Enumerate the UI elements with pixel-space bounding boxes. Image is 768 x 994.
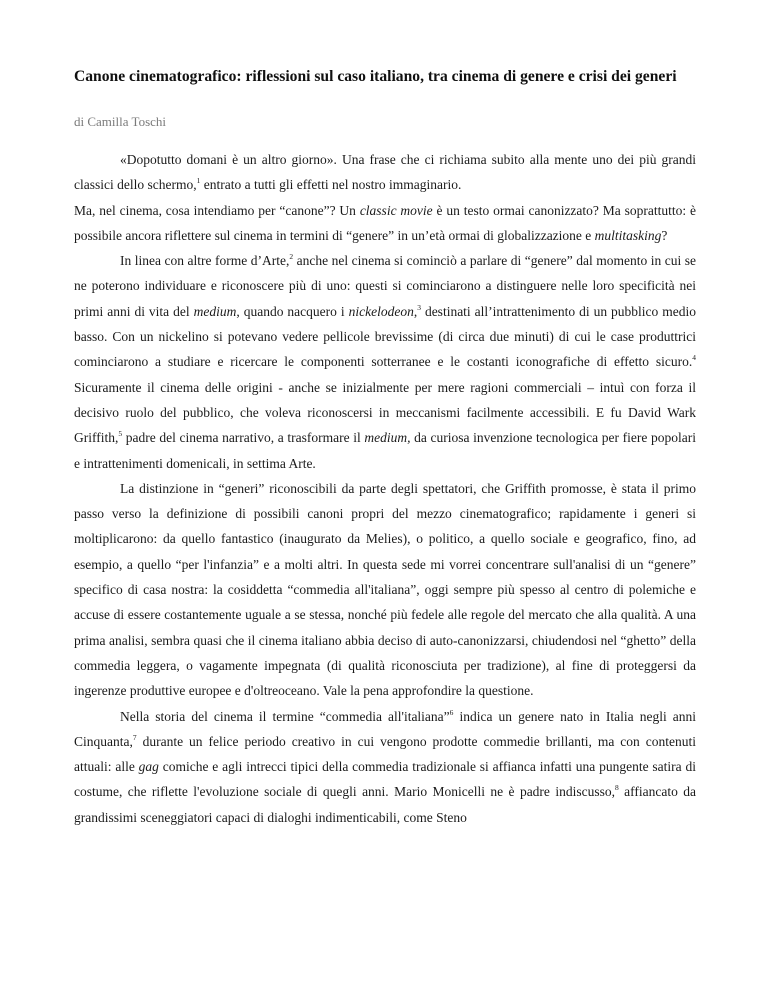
paragraph — [74, 147, 696, 198]
text-run: , — [413, 303, 418, 319]
text-run: indica un genere nato in Italia negli anni Cinquanta, — [74, 708, 697, 749]
text-run: affiancato da grandissimi sceneggiatori capaci di dialoghi indimenticabili, come Steno — [74, 784, 696, 825]
italic-term: medium, — [364, 430, 411, 446]
paragraph — [74, 248, 696, 476]
footnote-ref: 1 — [196, 176, 201, 186]
italic-term: gag — [138, 759, 159, 775]
footnote-ref: 2 — [289, 252, 294, 262]
footnote-ref: 8 — [614, 783, 619, 793]
footnote-ref: 3 — [417, 302, 421, 312]
italic-term: multitasking — [594, 227, 662, 243]
text-run: destinati all’intrattenimento di un pubblico medio basso. Con un nickelino si potevano vedere pellicole brevissime (di circa due minuti) di cui le case produttrici cominciarono a studiare e ricercare le componenti sotterranee e le costanti iconografiche di effetto sicuro. — [74, 303, 697, 370]
text-run: durante un felice periodo creativo in cui vengono prodotte commedie brillanti, ma con contenuti attuali: alle — [74, 733, 696, 775]
text-run: da curiosa invenzione tecnologica per fiere popolari e intrattenimenti domenicali, in settima Arte. — [74, 430, 696, 471]
text-run: Ma, nel cinema, cosa intendiamo per “canone”? Un — [74, 202, 360, 218]
footnote-ref: 5 — [118, 429, 123, 439]
text-run: ? — [661, 227, 668, 243]
paragraph — [74, 198, 696, 249]
text-run: «Dopotutto domani è un altro giorno». Una frase che ci richiama subito alla mente uno dei più grandi classici dello schermo, — [74, 152, 696, 193]
text-run: La distinzione in “generi” riconoscibili da parte degli spettatori, che Griffith promosse, è stata il primo passo verso la definizione di possibili canoni propri del mezzo cinematografico; rapidamente i generi si moltiplicarono: da quello fantastico (inaugurato da Melies), o politico, a quello sociale e geografico, fino, ad esempio, a quello “per l'infanzia” e a molti altri. In questa sede mi vorrei concentrare sull'analisi di un “genere” specifico di casa nostra: la cosiddetta “commedia all'italiana”, oggi sempre più spesso al centro di polemiche e accuse di essere costantemente uguale a se stessa, nonché più fedele alle regole del mercato che alla qualità. A una prima analisi, sembra quasi che il cinema italiano abbia deciso di auto-canonizzarsi, chiudendosi nel “ghetto” della commedia leggera, o vagamente impegnata (di qualità riconosciuta per tradizione), al fine di proteggersi da ingerenze produttive europee e d'oltreoceano. Vale la pena approfondire la questione. — [74, 480, 696, 699]
text-run: anche nel cinema si cominciò a parlare di “genere” dal momento in cui se ne poterono individuare e riconoscere più di uno: questi si cominciarono a distinguere nelle loro specificità nei primi anni di vita del — [74, 253, 697, 319]
italic-term: nickelodeon — [348, 303, 414, 319]
text-run: è un testo ormai canonizzato? Ma soprattutto: è possibile ancora riflettere sul cinema in termini di “genere” in un’età ormai di globalizzazione e — [74, 202, 696, 243]
author-byline: di Camilla Toschi — [74, 114, 167, 129]
text-run: entrato a tutti gli effetti nel nostro immaginario. — [200, 177, 462, 193]
text-run: In linea con altre forme d’Arte, — [120, 253, 290, 269]
paragraph — [74, 476, 696, 704]
text-run: comiche e agli intrecci tipici della commedia tradizionale si affianca infatti una pungente satira di costume, che riflette l'evoluzione sociale di quegli anni. Mario Monicelli ne è padre indiscusso, — [74, 759, 696, 800]
footnote-ref: 6 — [449, 707, 454, 717]
text-run: Nella storia del cinema il termine “commedia all'italiana” — [120, 708, 450, 724]
text-run: padre del cinema narrativo, a trasformare il — [122, 430, 365, 446]
document-title: Canone cinematografico: riflessioni sul caso italiano, tra cinema di genere e crisi dei generi — [74, 68, 677, 85]
text-run: , quando nacquero i — [236, 303, 349, 319]
body-text — [74, 147, 696, 830]
footnote-ref: 4 — [692, 353, 696, 363]
paragraph — [74, 704, 696, 830]
italic-term: medium — [193, 303, 237, 319]
text-run: Sicuramente il cinema delle origini - anche se inizialmente per mere ragioni commerciali – intuì con forza il decisivo ruolo del pubblico, che voleva riconoscersi in meccanismi facilmente accessibili. E fu David Wark Griffith, — [74, 379, 696, 446]
footnote-ref: 7 — [132, 732, 137, 742]
italic-term: classic movie — [359, 202, 433, 218]
